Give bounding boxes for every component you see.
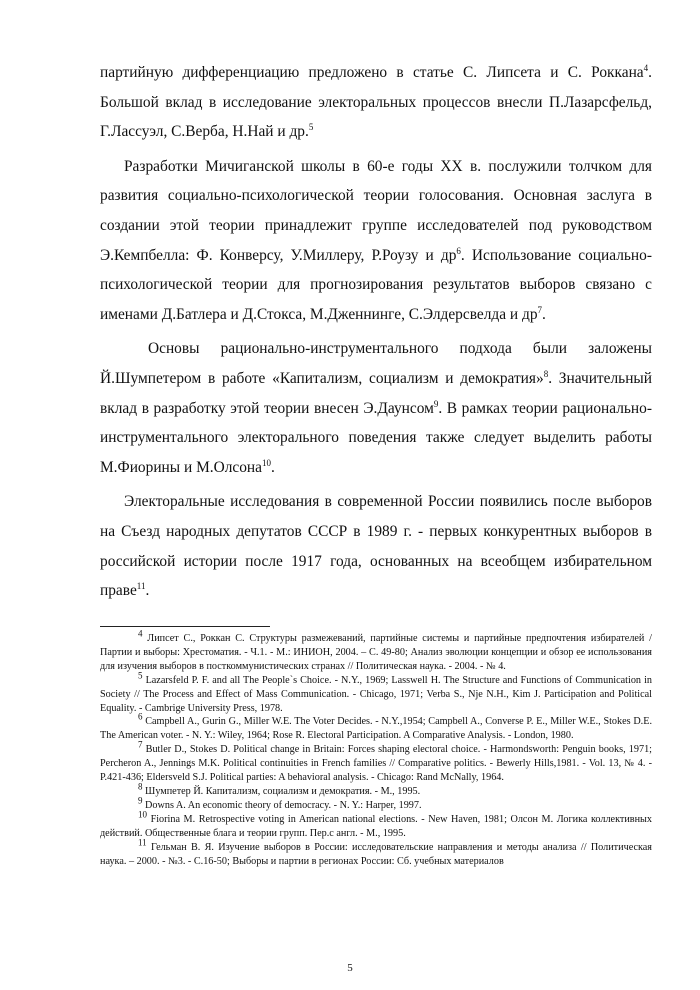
page-number: 5 (347, 962, 353, 974)
footnote-text: Липсет С., Роккан С. Структуры размежеваний, партийные системы и партийные предпочтения избирателей / Партии и выборы: Хрестоматия. - Ч.1. - М.: ИНИОН, 2004. – С. 49-80; Анализ эволюции концепции и обзор ее использования для изучения выборов в посткоммунистических странах // Политическая наука. - 2004. - № 4. (100, 633, 652, 672)
footnote-4 (100, 628, 652, 674)
footnote-number: 11 (138, 837, 147, 848)
footnote-ref[interactable]: 7 (537, 304, 543, 315)
footnote-number: 7 (138, 739, 143, 750)
paragraph-text: Электоральные исследования в современной России появились после выборов на Съезд народных депутатов СССР в 1989 г. - первых конкурентных выборов в российской истории после 1917 года, основанных на всеобщем избирательном праве (100, 493, 652, 600)
footnote-10 (100, 809, 652, 841)
footnote-9 (100, 795, 652, 813)
footnote-ref[interactable]: 8 (543, 368, 549, 379)
main-text (100, 58, 652, 606)
paragraph-text: Основы рационально-инструментального подхода были заложены Й.Шумпетером в работе «Капитализм, социализм и демократия» (100, 340, 652, 387)
footnote-ref[interactable]: 6 (456, 245, 461, 256)
footnote-number: 6 (138, 712, 143, 723)
footnote-divider (100, 626, 270, 627)
paragraph-1 (100, 58, 652, 147)
footnote-7 (100, 739, 652, 785)
footnote-number: 8 (138, 781, 143, 792)
footnote-number: 9 (138, 795, 143, 806)
paragraph-text: Разработки Мичиганской школы в 60-е годы XX в. послужили толчком для развития социально-психологической теории голосования. Основная заслуга в создании этой теории принадлежит группе исследователей под руководством Э.Кемпбелла: Ф. Конверсу, У.Миллеру, Р.Роузу и др (100, 157, 652, 264)
footnote-text: Гельман В. Я. Изучение выборов в России: исследовательские направления и методы анализа // Политическая наука. – 2000. - №3. - С.16-50; Выборы и партии в регионах России: Сб. учебных материалов (100, 841, 652, 867)
page-body (100, 58, 652, 606)
footnote-text: Downs A. An economic theory of democracy. - N. Y.: Harper, 1997. (142, 799, 422, 811)
paragraph-4 (100, 487, 652, 605)
footnote-text: Campbell A., Gurin G., Miller W.E. The Voter Decides. - N.Y.,1954; Campbell A., Converse P. E., Miller W.E., Stokes D.E. The American voter. - N. Y.: Wiley, 1964; Rose R. Electoral Participation. A Comparative Analysis. - London, 1980. (100, 716, 652, 742)
paragraph-3 (100, 334, 652, 482)
paragraph-text: . (542, 305, 546, 323)
footnote-5 (100, 670, 652, 716)
footnote-8 (100, 781, 652, 799)
paragraph-text: . (271, 458, 275, 476)
paragraph-text: партийную дифференциацию предложено в статье С. Липсета и С. Роккана (100, 64, 644, 81)
footnote-number: 10 (138, 809, 147, 820)
paragraph-text: . Большой вклад в исследование электоральных процессов внесли П.Лазарсфельд, Г.Лассуэл, С.Верба, Н.Най и др. (100, 64, 652, 141)
footnote-text: Lazarsfeld P. F. and all The People`s Choice. - N.Y., 1969; Lasswell H. The Structure and Functions of Communication in Society // The Process and Effect of Mass Communication. - Chicago, 1971; Verba S., Nje N.H., Kim J. Participation and Political Equality. - Cambrige University Press, 1978. (100, 674, 652, 714)
footnote-11 (100, 837, 652, 869)
footnote-ref[interactable]: 9 (433, 398, 439, 409)
footnote-text: Butler D., Stokes D. Political change in Britain: Forces shaping electoral choice. - Harmondsworth: Penguin books, 1971; Percheron A., Jennings M.K. Political continuities in French families // Comparative politics. - Bewerly Hills,1981. - Vol. 13, № 4. - P.421-436; Eldersveld S.J. Political parties: A behavioral analysis. - Chicago: Rand McNally, 1964. (100, 744, 652, 784)
footnotes (100, 628, 652, 868)
paragraph-text: . В рамках теории рационально-инструментального электорального поведения также следует выделить работы М.Фиорины и М.Олсона (100, 399, 652, 476)
footnote-number: 5 (138, 670, 143, 681)
footnote-text: Fiorina M. Retrospective voting in American national elections. - New Haven, 1981; Олсон М. Логика коллективных действий. Общественные блага и теории групп. Пер.с англ. - М., 1995. (100, 813, 652, 839)
footnote-ref[interactable]: 4 (643, 62, 649, 73)
footnote-6 (100, 712, 652, 743)
paragraph-text: . (145, 582, 150, 600)
paragraph-text: . Использование социально-психологической теории для прогнозирования результатов выборов связано с именами Д.Батлера и Д.Стокса, М.Дженнинге, С.Элдерсвелда и др (100, 246, 652, 323)
paragraph-2 (100, 152, 652, 330)
footnote-text: Шумпетер Й. Капитализм, социализм и демократия. - М., 1995. (142, 785, 421, 797)
footnote-ref[interactable]: 5 (308, 122, 314, 133)
footnote-ref[interactable]: 11 (136, 580, 146, 591)
paragraph-text: . Значительный вклад в разработку этой теории внесен Э.Даунсом (100, 369, 653, 417)
footnote-number: 4 (138, 628, 143, 639)
footnote-ref[interactable]: 10 (262, 457, 271, 468)
